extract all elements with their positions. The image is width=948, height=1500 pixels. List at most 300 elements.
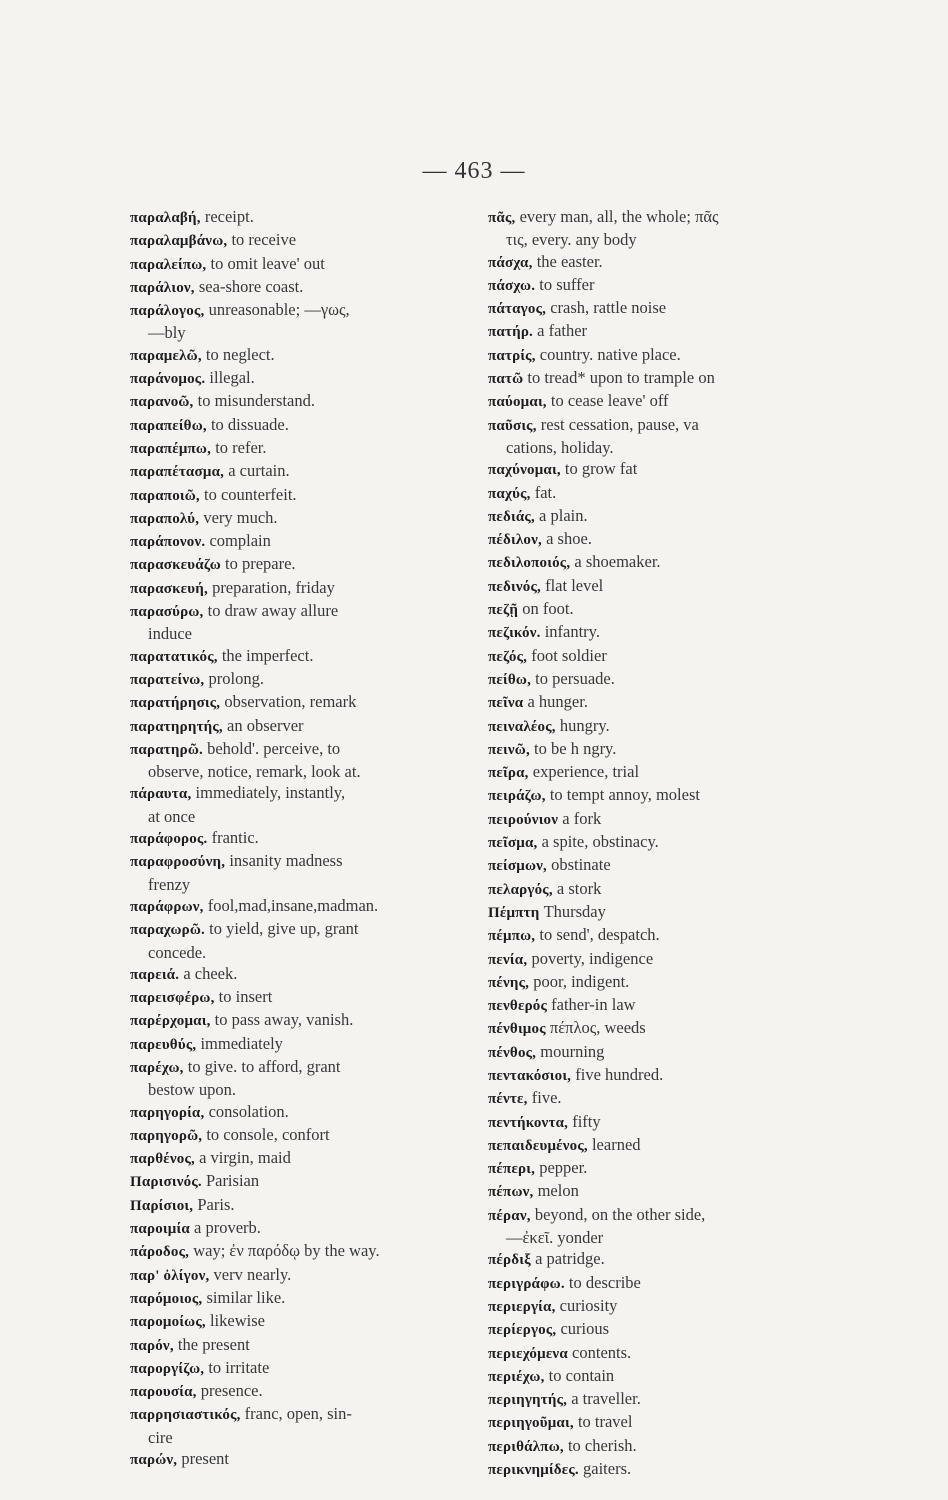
entry-headword: παρατήρησις, xyxy=(130,695,221,712)
entry-definition: to console, confort xyxy=(206,1124,330,1144)
entry-headword: πεζός, xyxy=(488,648,528,665)
entry-headword: πείσμων, xyxy=(488,858,547,875)
entry-definition: poverty, indigence xyxy=(531,948,654,968)
dictionary-entry xyxy=(130,1033,470,1056)
dictionary-entry xyxy=(488,1458,828,1481)
dictionary-entry xyxy=(130,1240,470,1263)
dictionary-entry xyxy=(130,229,470,252)
dictionary-entry xyxy=(130,367,470,390)
dictionary-entry xyxy=(130,806,470,827)
entry-definition: present xyxy=(181,1449,230,1469)
entry-definition: fifty xyxy=(572,1111,601,1131)
entry-headword: πενθερός xyxy=(488,998,548,1015)
entry-headword: περιθάλπω, xyxy=(488,1438,564,1455)
entry-definition: an observer xyxy=(227,715,304,735)
dictionary-entry xyxy=(488,458,828,481)
entry-headword: παραλείπω, xyxy=(130,256,207,273)
dictionary-entry xyxy=(488,645,828,668)
entry-definition: learned xyxy=(591,1134,641,1154)
dictionary-entry xyxy=(488,1295,828,1318)
dictionary-entry xyxy=(488,344,828,367)
entry-headword: πεντήκοντα, xyxy=(488,1114,569,1131)
dictionary-entry xyxy=(488,1411,828,1434)
entry-definition: cations, holiday. xyxy=(506,437,614,457)
dictionary-entry xyxy=(130,1448,470,1471)
entry-headword: πέντε, xyxy=(488,1091,528,1108)
dictionary-entry xyxy=(488,1180,828,1203)
dictionary-entry xyxy=(488,854,828,877)
entry-definition: frantic. xyxy=(211,828,259,848)
entry-headword: πατῶ xyxy=(488,371,524,388)
entry-headword: παρανοῶ, xyxy=(130,394,194,411)
entry-headword: παρηγορία, xyxy=(130,1104,205,1121)
dictionary-entry xyxy=(488,691,828,714)
dictionary-entry xyxy=(488,948,828,971)
dictionary-entry xyxy=(488,505,828,528)
entry-definition: five. xyxy=(531,1088,562,1108)
dictionary-entry xyxy=(130,1357,470,1380)
dictionary-entry xyxy=(488,1435,828,1458)
dictionary-entry xyxy=(488,1017,828,1040)
entry-definition: to suffer xyxy=(539,274,595,294)
entry-definition: likewise xyxy=(209,1311,265,1331)
entry-definition: to cherish. xyxy=(567,1435,637,1455)
dictionary-entry xyxy=(488,924,828,947)
dictionary-entry xyxy=(130,918,470,941)
entry-headword: παρατατικός, xyxy=(130,648,218,665)
entry-definition: poor, indigent. xyxy=(533,971,630,991)
entry-headword: παράλογος, xyxy=(130,303,205,320)
dictionary-entry xyxy=(488,297,828,320)
entry-headword: παροιμία xyxy=(130,1221,190,1238)
entry-headword: περιεργία, xyxy=(488,1298,556,1315)
entry-definition: on foot. xyxy=(522,599,574,619)
dictionary-entry xyxy=(488,738,828,761)
entry-definition: contents. xyxy=(572,1342,632,1362)
entry-headword: περιηγοῦμαι, xyxy=(488,1415,574,1432)
entry-headword: παρέχω, xyxy=(130,1059,184,1076)
entry-headword: παράφρων, xyxy=(130,898,204,915)
entry-headword: παραπείθω, xyxy=(130,417,207,434)
dictionary-entry xyxy=(488,1087,828,1110)
entry-definition: immediately xyxy=(200,1033,283,1053)
entry-definition: hungry. xyxy=(559,715,610,735)
dictionary-entry xyxy=(488,1227,828,1248)
entry-headword: πεδιλοποιός, xyxy=(488,555,571,572)
dictionary-entry xyxy=(130,276,470,299)
entry-definition: a plain. xyxy=(539,505,588,525)
entry-definition: a virgin, maid xyxy=(199,1148,291,1168)
entry-definition: bestow upon. xyxy=(148,1080,236,1100)
entry-headword: παραχωρῶ. xyxy=(130,922,205,939)
dictionary-entry xyxy=(130,668,470,691)
entry-definition: way; ἐν παρόδῳ by the way. xyxy=(193,1241,380,1261)
dictionary-entry xyxy=(130,484,470,507)
dictionary-entry xyxy=(488,1365,828,1388)
dictionary-entry xyxy=(130,344,470,367)
entry-definition: unreasonable; —γως, xyxy=(208,300,350,320)
dictionary-entry xyxy=(130,206,470,229)
entry-definition: πέπλος, weeds xyxy=(549,1018,646,1038)
entry-headword: πεζικόν. xyxy=(488,625,541,642)
dictionary-entry xyxy=(130,874,470,895)
entry-definition: consolation. xyxy=(208,1101,289,1121)
entry-headword: πάσχα, xyxy=(488,254,533,271)
dictionary-entry xyxy=(130,782,470,805)
dictionary-entry xyxy=(130,623,470,644)
dictionary-entry xyxy=(130,299,470,322)
entry-headword: πεῖνα xyxy=(488,695,524,712)
dictionary-entry xyxy=(130,460,470,483)
dictionary-entry xyxy=(488,1204,828,1227)
dictionary-entry xyxy=(130,942,470,963)
entry-definition: to counterfeit. xyxy=(204,484,297,504)
entry-definition: to yield, give up, grant xyxy=(209,919,359,939)
dictionary-entry xyxy=(130,1170,470,1193)
entry-headword: πᾶς, xyxy=(488,210,516,226)
entry-headword: Πέμπτη xyxy=(488,904,540,921)
dictionary-entry xyxy=(130,600,470,623)
entry-headword: περιηγητής, xyxy=(488,1392,568,1409)
dictionary-entry xyxy=(130,1334,470,1357)
entry-definition: curiosity xyxy=(559,1295,618,1315)
entry-headword: πέπερι, xyxy=(488,1161,536,1178)
entry-definition: a hunger. xyxy=(527,692,588,712)
entry-headword: παρ' ὀλίγον, xyxy=(130,1267,210,1284)
entry-definition: a spite, obstinacy. xyxy=(541,832,659,852)
dictionary-entry xyxy=(130,738,470,761)
entry-definition: observation, remark xyxy=(224,692,357,712)
dictionary-entry xyxy=(488,598,828,621)
entry-headword: πατρίς, xyxy=(488,347,536,364)
dictionary-entry xyxy=(130,1403,470,1426)
dictionary-entry xyxy=(130,1079,470,1100)
entry-headword: παρατείνω, xyxy=(130,671,205,688)
entry-definition: τις, every. any body xyxy=(506,230,637,250)
entry-definition: to give. to afford, grant xyxy=(187,1056,341,1076)
dictionary-entry xyxy=(488,831,828,854)
entry-headword: παρόμοιος, xyxy=(130,1290,203,1307)
entry-headword: παρασκευάζω xyxy=(130,557,221,574)
entry-definition: a stork xyxy=(556,878,602,898)
entry-definition: country. native place. xyxy=(539,344,681,364)
entry-definition: father-in law xyxy=(551,995,636,1015)
dictionary-entry xyxy=(488,551,828,574)
entry-definition: curious xyxy=(560,1319,610,1339)
entry-definition: to prepare. xyxy=(225,554,296,574)
entry-definition: a traveller. xyxy=(571,1389,641,1409)
entry-definition: flat level xyxy=(545,575,604,595)
dictionary-entry xyxy=(488,274,828,297)
entry-definition: to omit leave' out xyxy=(210,253,325,273)
entry-definition: Paris. xyxy=(197,1194,235,1214)
dictionary-entry xyxy=(130,715,470,738)
entry-definition: to receive xyxy=(231,230,297,250)
dictionary-entry xyxy=(130,645,470,668)
entry-definition: to contain xyxy=(548,1365,615,1385)
entry-headword: πεζῇ xyxy=(488,602,519,619)
dictionary-entry xyxy=(488,1318,828,1341)
entry-headword: παῦσις, xyxy=(488,417,537,434)
dictionary-entry xyxy=(130,553,470,576)
entry-definition: to insert xyxy=(218,987,273,1007)
dictionary-entry xyxy=(488,414,828,437)
entry-definition: verv nearly. xyxy=(213,1264,292,1284)
entry-headword: παρατηρῶ. xyxy=(130,741,203,758)
entry-headword: παραμελῶ, xyxy=(130,347,202,364)
dictionary-entry xyxy=(488,528,828,551)
entry-definition: concede. xyxy=(148,942,207,962)
entry-definition: to misunderstand. xyxy=(197,391,315,411)
entry-headword: παρασύρω, xyxy=(130,604,204,621)
entry-headword: πέμπω, xyxy=(488,928,536,945)
entry-definition: at once xyxy=(148,806,196,826)
entry-definition: a shoe. xyxy=(546,529,592,549)
entry-definition: to pass away, vanish. xyxy=(214,1010,354,1030)
entry-headword: παρευθύς, xyxy=(130,1036,197,1053)
entry-headword: παύομαι, xyxy=(488,394,547,411)
entry-headword: παροργίζω, xyxy=(130,1360,205,1377)
dictionary-entry xyxy=(488,206,828,229)
entry-headword: παρομοίως, xyxy=(130,1314,206,1331)
entry-definition: to dissuade. xyxy=(210,414,289,434)
dictionary-entry xyxy=(130,577,470,600)
entry-definition: the imperfect. xyxy=(221,645,314,665)
entry-headword: παρέρχομαι, xyxy=(130,1013,211,1030)
dictionary-entry xyxy=(488,1111,828,1134)
dictionary-entry xyxy=(130,1101,470,1124)
dictionary-entry xyxy=(488,251,828,274)
entry-definition: to tempt annoy, molest xyxy=(549,785,700,805)
entry-definition: to persuade. xyxy=(535,668,615,688)
dictionary-entry xyxy=(488,1272,828,1295)
entry-headword: περιεχόμενα xyxy=(488,1345,568,1362)
entry-definition: melon xyxy=(537,1181,579,1201)
dictionary-entry xyxy=(488,1064,828,1087)
entry-headword: πάταγος, xyxy=(488,301,547,318)
entry-headword: πειράζω, xyxy=(488,788,546,805)
dictionary-entry xyxy=(130,1147,470,1170)
entry-definition: to send', despatch. xyxy=(539,925,660,945)
dictionary-entry xyxy=(130,1217,470,1240)
dictionary-entry xyxy=(130,761,470,782)
dictionary-entry xyxy=(130,437,470,460)
dictionary-entry xyxy=(488,621,828,644)
dictionary-entry xyxy=(488,367,828,390)
dictionary-entry xyxy=(130,507,470,530)
dictionary-entry xyxy=(488,971,828,994)
entry-headword: παρατηρητής, xyxy=(130,718,223,735)
entry-headword: παραφροσύνη, xyxy=(130,854,226,871)
entry-definition: pepper. xyxy=(539,1158,588,1178)
entry-definition: mourning xyxy=(540,1041,605,1061)
entry-headword: πενία, xyxy=(488,951,528,968)
entry-headword: πελαργός, xyxy=(488,881,553,898)
entry-definition: rest cessation, pause, va xyxy=(540,414,699,434)
entry-headword: παράλιον, xyxy=(130,279,195,296)
dictionary-entry xyxy=(488,878,828,901)
entry-definition: the easter. xyxy=(536,251,603,271)
dictionary-entry xyxy=(488,808,828,831)
dictionary-entry xyxy=(488,1041,828,1064)
dictionary-entry xyxy=(488,229,828,250)
entry-headword: παράφορος. xyxy=(130,831,208,848)
entry-headword: παρηγορῶ, xyxy=(130,1127,203,1144)
entry-headword: πεδινός, xyxy=(488,578,541,595)
dictionary-entry xyxy=(488,575,828,598)
entry-definition: beyond, on the other side, xyxy=(534,1204,706,1224)
entry-definition: complain xyxy=(209,531,271,551)
entry-definition: to tread* upon to trample on xyxy=(527,368,715,388)
entry-headword: πατήρ. xyxy=(488,324,533,341)
entry-definition: experience, trial xyxy=(532,762,640,782)
entry-definition: foot soldier xyxy=(531,645,607,665)
entry-definition: presence. xyxy=(200,1381,263,1401)
entry-definition: crash, rattle noise xyxy=(550,298,667,318)
dictionary-entry xyxy=(130,691,470,714)
entry-headword: παρθένος, xyxy=(130,1151,195,1168)
entry-definition: frenzy xyxy=(148,874,191,894)
left-column xyxy=(130,206,470,1471)
entry-definition: —ἐκεῖ. yonder xyxy=(506,1228,604,1248)
entry-definition: to neglect. xyxy=(205,344,275,364)
dictionary-entry xyxy=(488,482,828,505)
entry-definition: observe, notice, remark, look at. xyxy=(148,762,361,782)
entry-headword: πάσχω. xyxy=(488,277,536,294)
entry-definition: a proverb. xyxy=(194,1218,261,1238)
dictionary-entry xyxy=(130,1009,470,1032)
dictionary-entry xyxy=(488,1157,828,1180)
dictionary-entry xyxy=(488,1248,828,1271)
entry-definition: to cease leave' off xyxy=(550,391,669,411)
dictionary-entry xyxy=(130,895,470,918)
entry-headword: παρειά. xyxy=(130,966,180,983)
entry-headword: παραπέτασμα, xyxy=(130,464,225,481)
entry-headword: παχύς, xyxy=(488,485,531,502)
entry-definition: a cheek. xyxy=(183,963,238,983)
entry-headword: πέπων, xyxy=(488,1184,534,1201)
entry-definition: Thursday xyxy=(543,901,606,921)
dictionary-entry xyxy=(130,827,470,850)
entry-definition: a fork xyxy=(562,808,602,828)
entry-definition: behold'. perceive, to xyxy=(207,738,341,758)
entry-headword: πεινῶ, xyxy=(488,741,530,758)
dictionary-entry xyxy=(130,414,470,437)
entry-definition: cire xyxy=(148,1427,173,1447)
entry-headword: πειρούνιον xyxy=(488,811,559,828)
entry-definition: to be h ngry. xyxy=(534,738,617,758)
entry-definition: —bly xyxy=(148,323,186,343)
entry-definition: the present xyxy=(177,1334,250,1354)
dictionary-entry xyxy=(130,530,470,553)
entry-definition: to travel xyxy=(577,1412,633,1432)
entry-definition: receipt. xyxy=(204,207,254,226)
entry-definition: immediately, instantly, xyxy=(195,783,346,803)
entry-headword: πάραυτα, xyxy=(130,786,192,803)
entry-definition: to refer. xyxy=(215,437,267,457)
dictionary-entry xyxy=(130,253,470,276)
entry-headword: παραπολύ, xyxy=(130,510,200,527)
entry-headword: παραλαμβάνω, xyxy=(130,233,228,250)
right-column xyxy=(488,206,828,1481)
entry-headword: πέδιλον, xyxy=(488,532,542,549)
dictionary-entry xyxy=(488,784,828,807)
entry-headword: πεῖσμα, xyxy=(488,835,538,852)
dictionary-entry xyxy=(130,1427,470,1448)
dictionary-entry xyxy=(130,1287,470,1310)
entry-headword: παρών, xyxy=(130,1452,178,1469)
entry-definition: preparation, friday xyxy=(212,577,335,597)
dictionary-entry xyxy=(130,1056,470,1079)
entry-headword: Παρισινός. xyxy=(130,1174,202,1191)
dictionary-entry xyxy=(488,668,828,691)
entry-definition: illegal. xyxy=(209,368,255,388)
entry-definition: a shoemaker. xyxy=(574,552,661,572)
dictionary-entry xyxy=(130,1380,470,1403)
entry-definition: fat. xyxy=(534,482,557,502)
entry-definition: every man, all, the whole; πᾶς xyxy=(519,207,719,226)
entry-definition: obstinate xyxy=(551,855,611,875)
dictionary-entry xyxy=(488,715,828,738)
entry-headword: παραποιῶ, xyxy=(130,487,200,504)
dictionary-entry xyxy=(488,437,828,458)
entry-headword: περιγράφω. xyxy=(488,1275,565,1292)
entry-headword: περίεργος, xyxy=(488,1322,557,1339)
dictionary-entry xyxy=(488,761,828,784)
entry-definition: infantry. xyxy=(544,622,600,642)
dictionary-entry xyxy=(130,1264,470,1287)
dictionary-entry xyxy=(488,320,828,343)
entry-headword: πένης, xyxy=(488,974,530,991)
entry-definition: a patridge. xyxy=(535,1249,605,1269)
entry-definition: insanity madness xyxy=(229,851,343,871)
entry-headword: παρόν, xyxy=(130,1337,174,1354)
entry-headword: πέρδιξ xyxy=(488,1252,531,1269)
entry-headword: παρεισφέρω, xyxy=(130,990,215,1007)
entry-definition: fool,mad,insane,madman. xyxy=(207,895,379,915)
entry-definition: prolong. xyxy=(208,668,264,688)
dictionary-entry xyxy=(130,986,470,1009)
entry-headword: παρασκευή, xyxy=(130,580,208,597)
entry-headword: παρουσία, xyxy=(130,1384,197,1401)
entry-headword: παράπονον. xyxy=(130,534,206,551)
entry-definition: Parisian xyxy=(205,1171,260,1191)
entry-definition: to draw away allure xyxy=(207,601,339,621)
entry-headword: πάροδος, xyxy=(130,1244,190,1261)
dictionary-entry xyxy=(488,1342,828,1365)
dictionary-entry xyxy=(130,1124,470,1147)
entry-headword: περιέχω, xyxy=(488,1368,545,1385)
entry-definition: sea-shore coast. xyxy=(198,276,304,296)
dictionary-entry xyxy=(488,901,828,924)
dictionary-entry xyxy=(130,390,470,413)
entry-definition: similar like. xyxy=(206,1287,286,1307)
entry-headword: περικνημίδες. xyxy=(488,1462,579,1479)
entry-headword: πείθω, xyxy=(488,671,532,688)
entry-definition: franc, open, sin- xyxy=(244,1404,352,1424)
entry-definition: five hundred. xyxy=(575,1064,664,1084)
entry-headword: πεντακόσιοι, xyxy=(488,1067,572,1084)
dictionary-entry xyxy=(130,1310,470,1333)
entry-headword: πένθιμος xyxy=(488,1021,546,1038)
dictionary-entry xyxy=(488,1134,828,1157)
entry-headword: πένθος, xyxy=(488,1044,537,1061)
entry-definition: to irritate xyxy=(208,1357,270,1377)
entry-headword: πεῖρα, xyxy=(488,765,529,782)
dictionary-entry xyxy=(130,1194,470,1217)
entry-headword: πειναλέος, xyxy=(488,718,556,735)
dictionary-entry xyxy=(130,322,470,343)
